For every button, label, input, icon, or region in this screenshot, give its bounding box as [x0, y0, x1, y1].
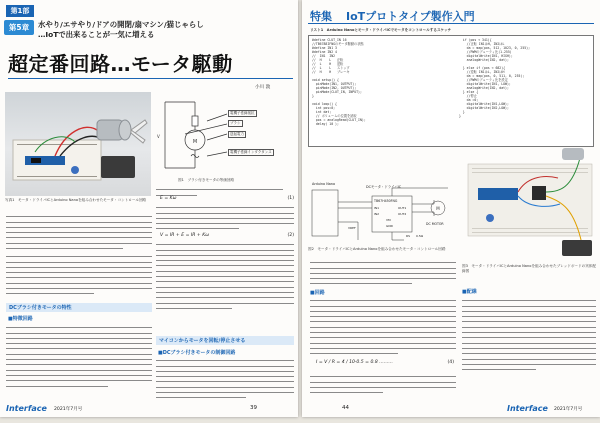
schematic-drawing [308, 182, 458, 244]
footer-date: 2021年7月号 [54, 407, 83, 412]
left-column-text-c [6, 323, 152, 391]
fig2-label-shunt: 0.5Ω [416, 234, 424, 238]
fig2-label-part: TB67H450FNG [374, 199, 398, 203]
fig3-caption: 図3 モータ・ドライバICとArduino Nanoを組み合わせたブレッドボードの実体配線図 [462, 264, 596, 273]
svg-text:V: V [157, 134, 160, 139]
fig2-label-out1: OUT1 [398, 206, 407, 210]
figure-1 [155, 94, 295, 174]
fig2-label-rs: RS [406, 234, 410, 238]
breadboard-wiring-drawing [462, 148, 596, 260]
header-tag: 特集 [310, 10, 332, 23]
fig1-label-resistance: 電機子巻線抵抗 [230, 111, 255, 115]
photo-caption: 写真1 モータ・ドライバICとArduino Nanoを組み合わせたモータ・コントロール回路 [5, 198, 147, 202]
equation-1: E = Kω (1) [160, 196, 294, 201]
figure-3 [462, 148, 596, 260]
fig2-label-arduino: Arduino Nano [312, 182, 336, 186]
left-column-text-a [6, 212, 152, 253]
right-page [302, 0, 600, 417]
code-left: #define CLUT_IN 16 //TB6788IFNGのモータ駆動の状態 #define IN1 3 #define IN2 4 // IN1 IN2 // H L 正転 // L H 逆転 // L L ストップ // H H ブレーキ void setup() { pinMode(IN1, OUTPUT); pinMode(IN2, OUTPUT); pinMode(CLUT_IN, INPUT); } void loop() { int pos=0; int dat; // ボリュームの位置を読取 pos = analogRead(CLUT_IN); delay( 10 ); [312, 38, 366, 126]
subheading-circuit: ■特徴回路 [8, 316, 33, 322]
listing-caption: リスト1 Arduino Nanoとモータ・ドライバICでモータをコントロールするスケッチ [310, 28, 452, 32]
chapter-subtitle-line1: 水やり/エサやり/ドアの開閉/扇マシン/猫じゃらし [38, 20, 204, 29]
subheading-wiring: ■配線 [462, 289, 477, 295]
code-listing [308, 35, 594, 147]
footer-brand-right: Interface [507, 404, 548, 413]
fig2-label-vm: VM [386, 218, 391, 222]
section-heading-dc-motor: DCブラシ付きモータの特性 [6, 303, 152, 312]
fig2-caption: 図2 モータ・ドライバICとArduino Nanoを組み合わせたモータ・コントロール回路 [308, 247, 446, 251]
fig1-caption: 図1 ブラシ付きモータの等価回路 [178, 178, 235, 182]
right-column-text-b [156, 203, 294, 234]
fig2-label-motor: DC MOTOR [426, 222, 444, 226]
svg-text:M: M [436, 206, 440, 211]
fig2-label-gnd: GND [386, 224, 393, 228]
footer-brand: Interface [6, 404, 47, 413]
right-page-text-d [462, 296, 596, 374]
left-page [0, 0, 298, 417]
chapter-subtitle-line2: …IoTで出来ることが一気に増える [38, 30, 155, 39]
right-page-text-c [310, 372, 456, 397]
fig2-label-out2: OUT2 [398, 212, 407, 216]
author: 小川 敦 [255, 85, 271, 90]
footer-date-right: 2021年7月号 [554, 407, 583, 412]
fig2-label-in2: IN2 [374, 212, 380, 216]
page-title: 超定番回路…モータ駆動 [8, 52, 233, 76]
right-column-text-c [156, 240, 294, 313]
part-badge: 第1部 [6, 5, 34, 17]
fig1-label-backemf: 逆起電力 [230, 132, 244, 136]
motor-equivalent-circuit [155, 94, 295, 174]
title-rule [8, 78, 293, 79]
right-column-text-d [156, 356, 294, 403]
code-right: if (pos < 341){ //正転 IN1はH, IN2はL da = map(pos, 512, 1023, 0, 255); //PWMのデューティ比(1-255) digitalWrite(IN1, HIGH); analogWrite(IN2, dat); } else if (pos < 682){ //逆転 IN1はL, IN2はH da = map(pos, 0, 511, 0, 255); //PWMのデューティ比を設定 digitalWrite(IN1, LOW); analogWrite(IN2, dat); } else { //停止 da =0; digitalWrite(IN1,LOW); digitalWrite(IN2,LOW); } } [459, 38, 531, 118]
section-heading-motor-control: マイコンからモータを回転/停止させる [156, 336, 294, 345]
breadboard-photo-drawing [5, 92, 151, 196]
equation-4: I = V / R = 4 / 10·0.5 = 0.8 ……… (4) [316, 360, 454, 365]
header-title: IoTプロトタイプ製作入門 [346, 10, 475, 23]
page-number: 39 [250, 405, 257, 411]
right-page-text-b [310, 296, 456, 359]
header-rule [308, 23, 594, 24]
page-number-right: 44 [342, 405, 349, 411]
left-column-text-b [6, 252, 152, 299]
fig2-label-in1: IN1 [374, 206, 380, 210]
equation-2: V = IR + E = IR + Kω (2) [160, 233, 294, 238]
chapter-badge: 第5章 [4, 20, 34, 35]
fig1-label-inductance: 電機子巻線インダクタンス [230, 150, 272, 154]
fig2-label-vref: VREF [348, 226, 356, 230]
subheading-circuit-right: ■回路 [310, 290, 325, 296]
fig2-label-driver: DCモータ・ドライバIC [366, 185, 402, 189]
subheading-control-circuit: ■DCブラシ付きモータの制御回路 [158, 350, 236, 356]
svg-text:M: M [192, 139, 198, 145]
product-photo [5, 92, 151, 196]
figure-2 [308, 182, 458, 244]
fig1-label-brush: ブラシ [230, 121, 241, 125]
right-page-text-a [310, 258, 456, 289]
